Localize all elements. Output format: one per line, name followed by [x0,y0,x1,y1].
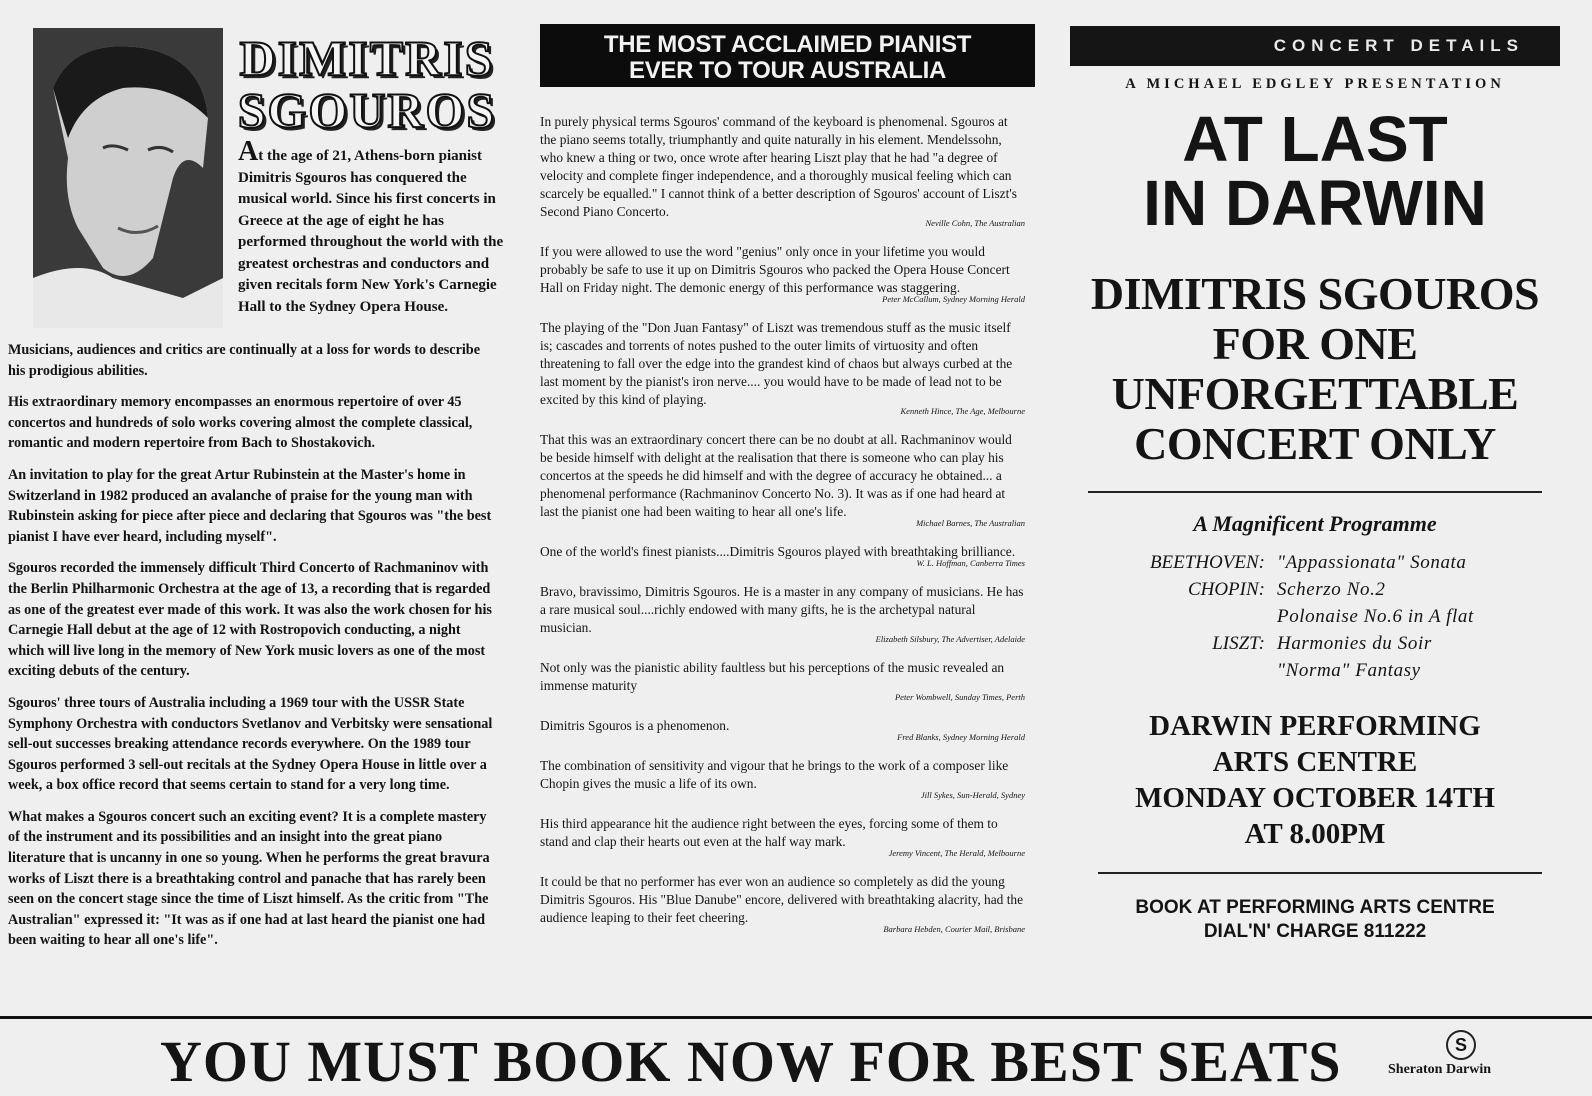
subhead-line: DIMITRIS SGOUROS [1090,268,1540,319]
bio-paragraph: What makes a Sgouros concert such an exciting event? It is a complete mastery of the instrument and its possibilities and an insight into the great piano literature that is uncanny in one so young. When he performs the great bravura works of Liszt there is a breathtaking control and panache that has rarely been seen on the concert stage since the time of Liszt himself. As the critic from "The Australian" expressed it: "It was as if one had at last heard the pianist one had been waiting to hear all one's life". [8,808,490,949]
work-title: "Appassionata" Sonata [1277,552,1467,573]
programme-item [1070,630,1560,657]
name-first: DIMITRIS [239,30,495,86]
composer: BEETHOVEN: [1149,552,1265,573]
quote-text: The combination of sensitivity and vigour that he brings to the work of a composer like Chopin gives the music a life of its own. [540,758,1009,791]
bio-paragraph: Musicians, audiences and critics are continually at a loss for words to describe his prodigious abilities. [8,342,480,379]
quote-text: One of the world's finest pianists....Dimitris Sgouros played with breathtaking brilliance. [540,544,1016,559]
programme-list [1070,549,1560,684]
composer [1070,603,1277,630]
quote-text: If you were allowed to use the word "genius" only once in your lifetime you would probably be safe to use it up on Dimitris Sgouros who packed the Opera House Concert Hall on Friday night. The demonic energy of this performance was staggering. [540,244,1010,295]
biography-text [8,340,498,962]
booking-info [1070,896,1560,944]
work-title: "Norma" Fantasy [1277,660,1421,681]
quote-source: Fred Blanks, Sydney Morning Herald [897,732,1025,742]
quote-source: Elizabeth Silsbury, The Advertiser, Adelaide [875,634,1025,644]
programme-item [1070,549,1560,576]
quote-source: Jill Sykes, Sun-Herald, Sydney [920,790,1025,800]
book-now-banner: YOU MUST BOOK NOW FOR BEST SEATS [160,1029,1342,1094]
presenter-line: A MICHAEL EDGLEY PRESENTATION [1125,76,1505,92]
quote-source: Neville Cohn, The Australian [925,218,1025,228]
portrait-image [33,28,223,328]
headline-line: IN DARWIN [1143,167,1487,239]
quote-source: W. L. Hoffman, Canberra Times [916,558,1025,568]
work-title: Harmonies du Soir [1277,633,1432,654]
sheraton-logo-icon: S [1446,1030,1476,1060]
bio-paragraph: Sgouros' three tours of Australia including a 1969 tour with the USSR State Symphony Orchestra with conductors Svetlanov and Verbitsky were sensational sell-out successes breaking attendance records everywhere. On the 1989 tour Sgouros performed 3 sell-out recitals at the Sydney Opera House in little over a week, a box office record that seems certain to stand for a very long time. [8,694,493,794]
booking-phone: DIAL'N' CHARGE 811222 [1203,921,1427,942]
review-quote [540,543,1025,569]
event-headline [1070,103,1560,239]
quote-source: Peter McCallum, Sydney Morning Herald [882,294,1025,304]
venue-and-date [1070,708,1560,852]
reviews-column [540,24,1035,949]
divider [1088,491,1542,493]
programme-item [1070,603,1560,630]
headline-line: AT LAST [1182,103,1448,175]
subhead-line: UNFORGETTABLE [1111,368,1519,419]
composer: LISZT: [1212,633,1265,654]
work-title: Scherzo No.2 [1277,579,1386,600]
programme-title: A Magnificent Programme [1193,511,1437,536]
quote-source: Peter Wombwell, Sunday Times, Perth [894,692,1025,702]
time-line: AT 8.00PM [1244,818,1386,850]
venue-line: ARTS CENTRE [1212,746,1418,778]
bio-paragraph: His extraordinary memory encompasses an enormous repertoire of over 45 concertos and hundreds of solo works covering almost the complete classical, romantic and modern repertoire from Bach to Shostakovich. [8,394,473,452]
programme-item [1070,576,1560,603]
date-line: MONDAY OCTOBER 14TH [1135,782,1495,814]
intro-text: t the age of 21, Athens-born pianist Dimitris Sgouros has conquered the musical world. Since his first concerts in Greece at the age of eight he has performed throughout the world with the greatest orchestras and conductors and given recitals form New York's Carnegie Hall to the Sydney Opera House. [238,148,504,315]
subhead-line: FOR ONE [1212,318,1418,369]
quote-source: Michael Barnes, The Australian [916,518,1025,528]
composer: CHOPIN: [1187,579,1265,600]
pianist-name-heading [228,32,506,148]
drop-cap: A [238,136,259,167]
banner-line: THE MOST ACCLAIMED PIANIST [603,31,972,58]
review-quote [540,243,1025,305]
quote-text: Dimitris Sgouros is a phenomenon. [540,718,730,733]
booking-line: BOOK AT PERFORMING ARTS CENTRE [1135,897,1495,918]
review-quote [540,873,1025,935]
programme-item [1070,657,1560,684]
review-quote [540,319,1025,417]
quote-text: In purely physical terms Sgouros' command of the keyboard is phenomenal. Sgouros at the piano seems totally, triumphantly and quite naturally in his element. Mendelssohn, who knew a thing or two, once wrote after hearing Liszt play that he had "a degree of velocity and complete finger independence, and a thoroughly musical feeling which can scarcely be equalled." I cannot think of a better description of Sgouros' account of Liszt's Second Piano Concerto. [540,114,1017,219]
event-subheading [1070,269,1560,469]
bottom-divider [0,1016,1592,1019]
bio-paragraph: Sgouros recorded the immensely difficult Third Concerto of Rachmaninov with the Berlin Philharmonic Orchestra at the age of 13, a recording that is regarded as one of the greatest ever made of this work. It was also the work chosen for his Carnegie Hall debut at the age of 12 with Rostropovich conducting, a night which will live long in the memory of New York music lovers as one of the most exciting debuts of the century. [8,560,492,680]
quote-text: It could be that no performer has ever won an audience so completely as did the young Dimitris Sgouros. His "Blue Danube" encore, delivered with breathtaking alacrity, had the audience leaping to their feet cheering. [540,874,1024,925]
quote-source: Kenneth Hince, The Age, Melbourne [900,406,1025,416]
concert-details-bar: CONCERT DETAILS [1070,26,1560,66]
work-title: Polonaise No.6 in A flat [1277,606,1474,627]
review-quote [540,431,1025,529]
review-quotes [540,113,1025,935]
sponsor-name: Sheraton Darwin [1388,1062,1492,1077]
review-quote [540,583,1025,645]
review-quote [540,815,1025,859]
quote-text: Not only was the pianistic ability faultless but his perceptions of the music revealed an immense maturity [540,660,1005,693]
divider [1098,872,1542,874]
quote-text: Bravo, bravissimo, Dimitris Sgouros. He is a master in any company of musicians. He has a rare musical soul....richly endowed with many gifts, he is the archetypal natural musician. [540,584,1024,635]
banner-line: EVER TO TOUR AUSTRALIA [629,57,946,84]
quote-text: The playing of the "Don Juan Fantasy" of Liszt was tremendous stuff as the music itself is; cascades and torrents of notes pushed to the outer limits of virtuosity and often threatening to fall over the edge into the grandest kind of chaos but always curbed at the last moment by the pianist's iron nerve.... you would have to be made of lead not to be excited by this kind of playing. [540,320,1013,407]
acclaim-banner [540,24,1035,87]
review-quote [540,717,1025,743]
composer [1070,657,1277,684]
pianist-photo [33,28,223,328]
quote-text: That this was an extraordinary concert there can be no doubt at all. Rachmaninov would be beside himself with delight at the realisation that there is someone who can play his concertos at the speeds he did himself and with the degree of accuracy he obtained... a phenomenal performance (Rachmaninov Concerto No. 3). It was as if one had heard at last the pianist one had been waiting to hear all one's life. [540,432,1012,519]
review-quote [540,113,1025,229]
bio-paragraph: An invitation to play for the great Artur Rubinstein at the Master's home in Switzerland in 1982 produced an avalanche of praise for the young man with Rubinstein asking for piece after piece and declaring that Sgouros was "the best pianist I have ever heard, including myself". [8,466,492,545]
subhead-line: CONCERT ONLY [1134,418,1496,469]
quote-text: His third appearance hit the audience right between the eyes, forcing some of them to stand and clap their hearts out even at the half way mark. [540,816,998,849]
venue-line: DARWIN PERFORMING [1149,710,1481,742]
intro-paragraph [238,136,508,318]
quote-source: Barbara Hebden, Courier Mail, Brisbane [883,924,1025,934]
review-quote [540,659,1025,703]
quote-source: Jeremy Vincent, The Herald, Melbourne [888,848,1025,858]
review-quote [540,757,1025,801]
name-last: SGOUROS [237,82,497,138]
concert-details-column [1070,26,1560,944]
